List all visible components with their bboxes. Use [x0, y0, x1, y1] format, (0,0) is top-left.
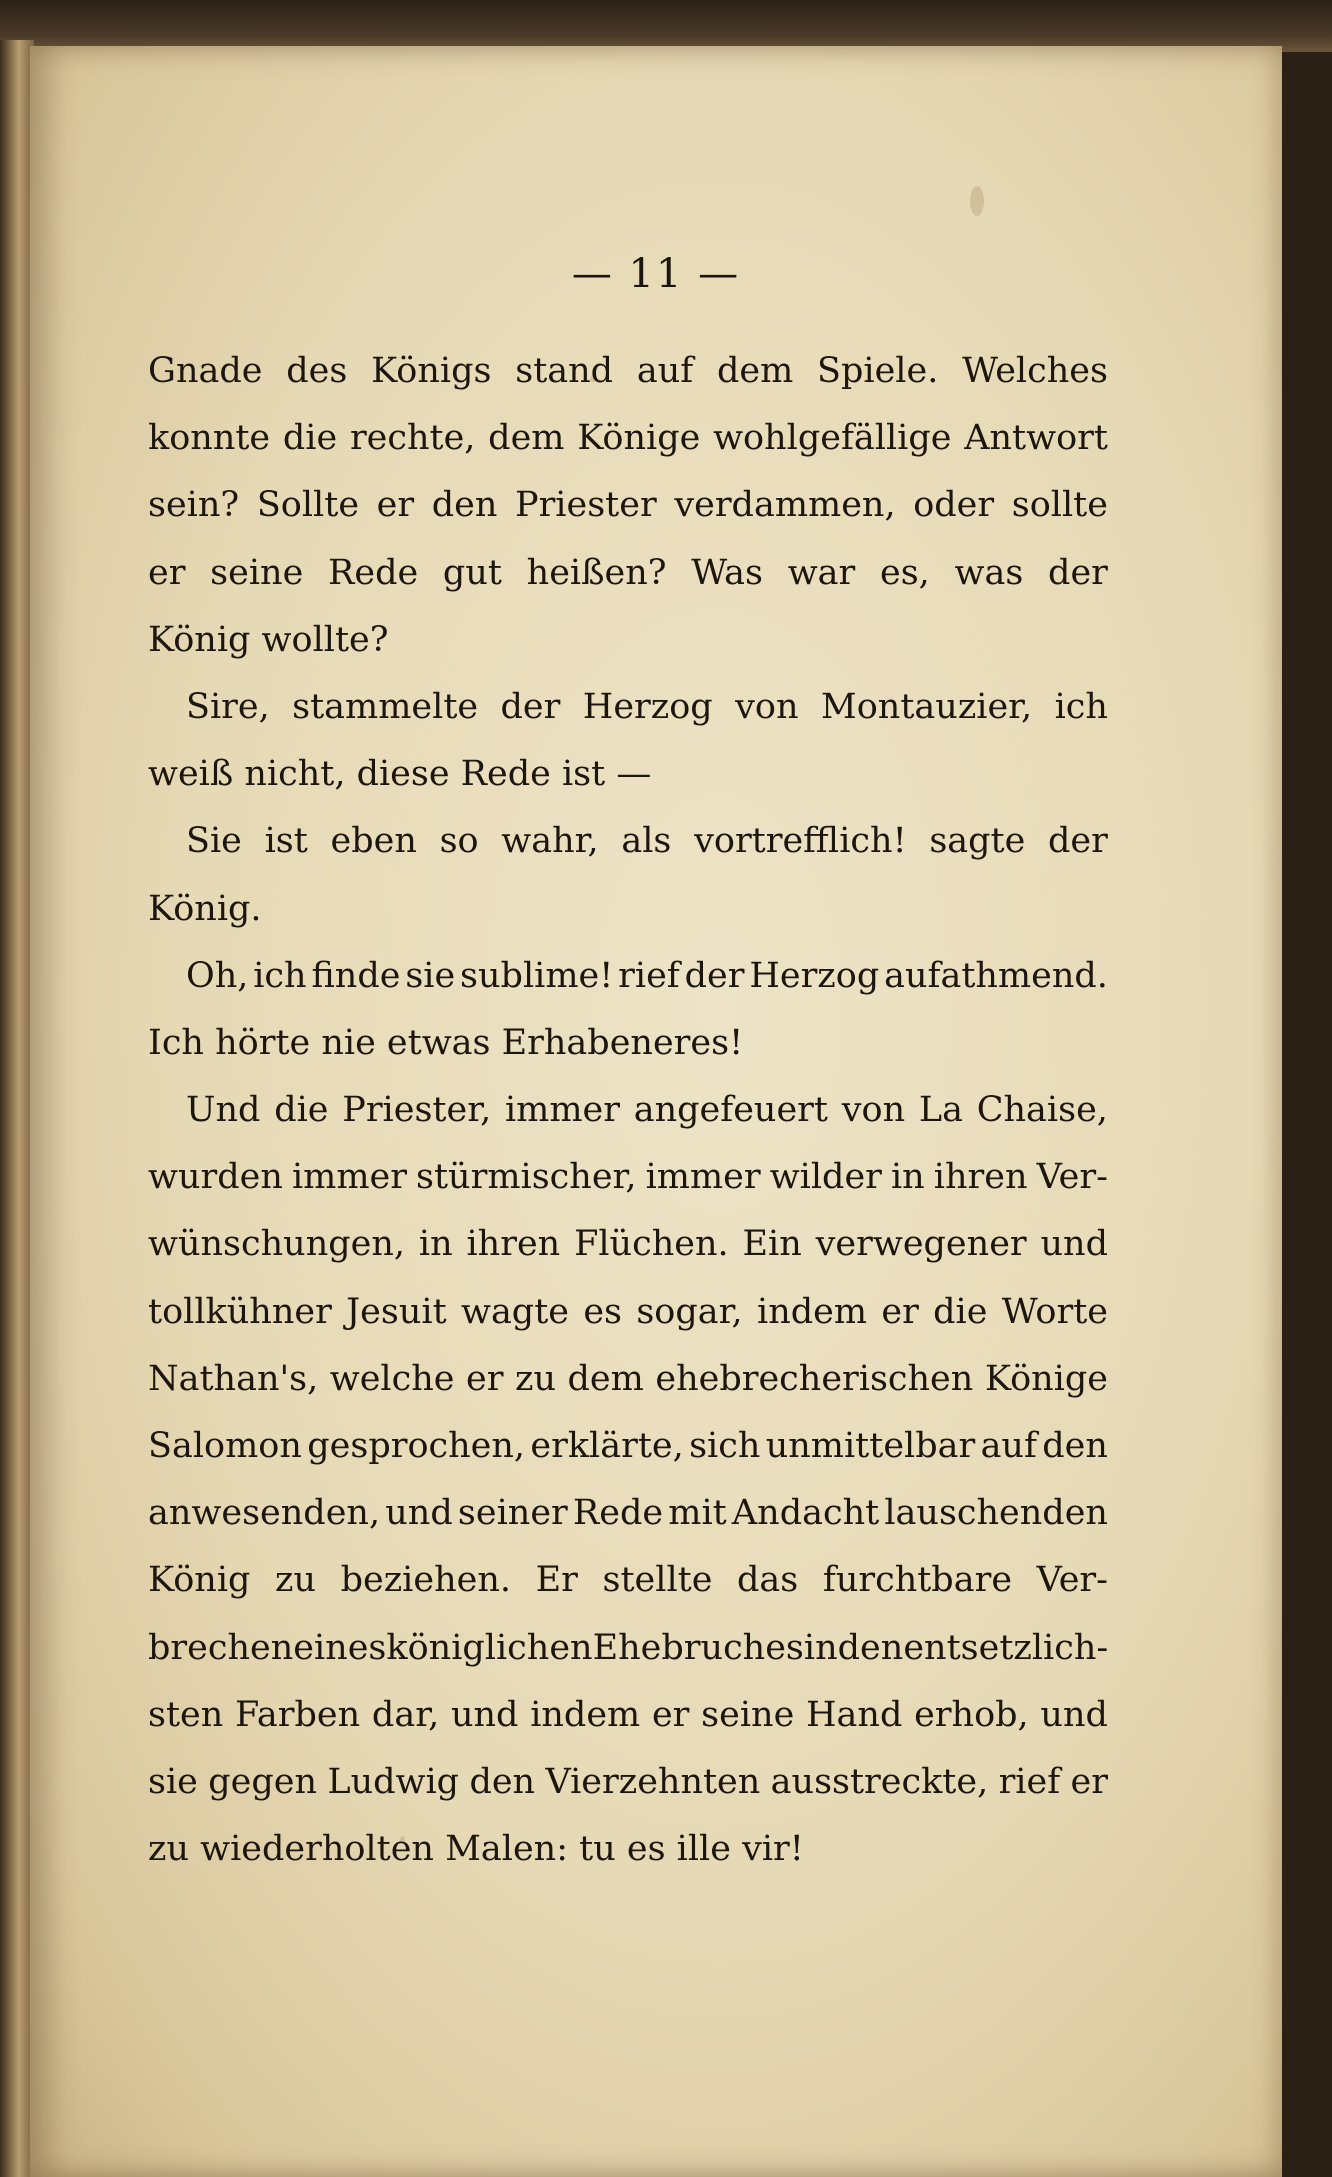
text-line	[148, 1749, 1108, 1816]
word: sie	[405, 955, 456, 996]
word: aufathmend.	[884, 955, 1108, 996]
word: furchtbare	[822, 1560, 1013, 1601]
word: sein?	[148, 485, 240, 526]
word: der	[1048, 821, 1108, 862]
word: angefeuert	[633, 1090, 828, 1131]
word: rechte,	[349, 418, 476, 459]
text-line: König.	[148, 888, 262, 929]
word: den	[469, 1761, 536, 1802]
word: seine	[210, 552, 304, 593]
text-line	[148, 540, 1108, 607]
word: sagte	[929, 821, 1026, 862]
text-line	[148, 1346, 1108, 1413]
word: Antwort	[964, 418, 1108, 459]
word: seiner	[457, 1493, 568, 1534]
text-line	[148, 1211, 1108, 1278]
word: und	[1040, 1694, 1108, 1735]
word: des	[286, 351, 348, 391]
word: die	[933, 1291, 988, 1332]
word: Montauzier,	[820, 686, 1033, 727]
word: indem	[530, 1694, 641, 1735]
word: immer	[291, 1157, 407, 1198]
text-line	[148, 472, 1108, 539]
word: Hand	[806, 1694, 903, 1735]
word: gut	[442, 552, 502, 593]
word: von	[735, 686, 799, 727]
word: immer	[645, 1157, 761, 1198]
paper-stain	[970, 186, 984, 216]
word: wohlgefällige	[713, 418, 952, 459]
word: ausstreckte,	[770, 1761, 989, 1802]
word: verdammen,	[674, 485, 896, 526]
text-line	[148, 1480, 1108, 1547]
word: seine	[701, 1694, 795, 1735]
word: die	[282, 418, 338, 459]
word: Andacht	[731, 1493, 880, 1534]
text-line	[148, 943, 1108, 1010]
text-line	[148, 674, 1108, 741]
word: es,	[880, 552, 930, 593]
word: entsetzlich-	[903, 1627, 1109, 1668]
text-line: Ich hörte nie etwas Erhabeneres!	[148, 1022, 744, 1063]
text-line	[148, 1547, 1108, 1614]
word: La	[918, 1090, 963, 1131]
word: ihren	[933, 1157, 1028, 1198]
word: Worte	[1001, 1291, 1108, 1332]
word: Ver-	[1036, 1560, 1108, 1601]
word: rief	[618, 955, 680, 996]
word: indem	[757, 1291, 868, 1332]
word: königlichen	[386, 1627, 593, 1668]
word: stand	[515, 351, 614, 391]
word: den	[837, 1627, 904, 1668]
word: dar,	[371, 1694, 440, 1735]
word: Vierzehnten	[545, 1761, 761, 1802]
word: als	[621, 821, 672, 862]
text-line	[148, 808, 1108, 875]
word: Rede	[572, 1493, 664, 1534]
word: sogar,	[636, 1291, 743, 1332]
word: ist	[264, 821, 308, 862]
word: immer	[504, 1090, 620, 1131]
word: der	[1048, 552, 1108, 593]
word: mit	[668, 1493, 727, 1534]
word: Priester	[515, 485, 657, 526]
word: eines	[293, 1627, 387, 1668]
word: Herzog	[749, 955, 880, 996]
word: den	[1042, 1426, 1108, 1466]
word: König	[148, 1560, 251, 1601]
word: gegen	[208, 1761, 317, 1802]
text-line: zu wiederholten Malen: tu es ille vir!	[148, 1829, 804, 1870]
text-line	[148, 1682, 1108, 1749]
word: in	[890, 1157, 925, 1198]
word: heißen?	[526, 552, 667, 593]
word: konnte	[148, 418, 271, 459]
word: gesprochen,	[307, 1426, 526, 1466]
word: Oh,	[186, 955, 249, 996]
word: auf	[980, 1426, 1037, 1466]
word: er	[651, 1694, 690, 1735]
word: Sie	[186, 821, 242, 862]
word: zu	[515, 1358, 556, 1399]
word: die	[274, 1090, 329, 1131]
word: erhob,	[914, 1694, 1029, 1735]
word: so	[439, 821, 479, 862]
text-line	[148, 1615, 1108, 1682]
word: und	[450, 1694, 519, 1735]
word: welche	[329, 1358, 455, 1399]
word: Flüchen.	[574, 1224, 729, 1265]
word: Sire,	[186, 686, 270, 727]
word: Gnade	[148, 351, 263, 391]
word: sie	[148, 1761, 198, 1802]
word: vortrefflich!	[694, 821, 907, 862]
word: stellte	[602, 1560, 713, 1601]
word: finde	[311, 955, 401, 996]
word: und	[385, 1493, 453, 1534]
word: beziehen.	[340, 1560, 512, 1601]
word: stammelte	[292, 686, 479, 727]
word: Chaise,	[976, 1090, 1108, 1131]
word: Könige	[577, 418, 701, 459]
word: Spiele.	[817, 351, 939, 391]
word: Welches	[962, 351, 1108, 391]
page-paper	[30, 46, 1282, 2177]
word: was	[954, 552, 1024, 593]
word: tollkühner	[148, 1291, 332, 1332]
body-text	[148, 338, 1108, 1883]
word: Herzog	[582, 686, 713, 727]
word: eben	[330, 821, 417, 862]
word: anwesenden,	[148, 1493, 381, 1534]
word: und	[1040, 1224, 1108, 1265]
word: wurden	[148, 1157, 283, 1198]
word: Könige	[984, 1358, 1108, 1399]
text-line: König wollte?	[148, 619, 389, 660]
word: dem	[488, 418, 565, 459]
word: zu	[275, 1560, 317, 1601]
text-line	[148, 1413, 1108, 1480]
word: sich	[689, 1426, 761, 1466]
word: er	[466, 1358, 504, 1399]
word: wünschungen,	[148, 1224, 406, 1265]
text-line	[148, 1144, 1108, 1211]
word: in	[803, 1627, 838, 1668]
word: in	[418, 1224, 453, 1265]
text-line	[148, 1279, 1108, 1346]
word: den	[431, 485, 498, 526]
page-number: — 11 —	[571, 251, 741, 297]
word: auf	[636, 351, 694, 391]
text-line	[148, 338, 1108, 405]
word: von	[841, 1090, 906, 1131]
word: Nathan's,	[148, 1358, 319, 1399]
word: Ludwig	[327, 1761, 460, 1802]
word: verwegener	[815, 1224, 1027, 1265]
word: Ein	[742, 1224, 802, 1265]
word: Farben	[235, 1694, 361, 1735]
word: er	[376, 485, 415, 526]
word: Salomon	[148, 1426, 302, 1466]
word: wahr,	[501, 821, 599, 862]
word: rief	[998, 1761, 1061, 1802]
word: Ehebruches	[592, 1627, 804, 1668]
word: er	[1070, 1761, 1108, 1802]
word: ehebrecherischen	[655, 1358, 974, 1399]
word: Priester,	[342, 1090, 492, 1131]
word: dem	[716, 351, 794, 391]
word: Jesuit	[346, 1291, 447, 1332]
word: unmittelbar	[765, 1426, 976, 1466]
word: das	[737, 1560, 799, 1601]
word: Er	[535, 1560, 578, 1601]
word: der	[684, 955, 745, 996]
word: ich	[253, 955, 307, 996]
word: Ver-	[1036, 1157, 1108, 1198]
word: war	[787, 552, 856, 593]
word: wagte	[460, 1291, 569, 1332]
word: sublime!	[460, 955, 614, 996]
word: Und	[186, 1090, 261, 1131]
word: Was	[691, 552, 763, 593]
word: dem	[567, 1358, 644, 1399]
word: ihren	[466, 1224, 561, 1265]
word: lauschenden	[884, 1493, 1108, 1534]
word: es	[583, 1291, 623, 1332]
word: brechen	[148, 1627, 294, 1668]
word: sten	[148, 1694, 224, 1735]
text-line	[148, 1077, 1108, 1144]
word: er	[881, 1291, 919, 1332]
word: wilder	[769, 1157, 882, 1198]
word: erklärte,	[530, 1426, 684, 1466]
word: der	[500, 686, 561, 727]
book-top-edge	[0, 0, 1332, 52]
word: Rede	[328, 552, 419, 593]
text-line: weiß nicht, diese Rede ist —	[148, 754, 652, 795]
word: ich	[1054, 686, 1108, 727]
word: er	[148, 552, 186, 593]
word: Königs	[371, 351, 492, 391]
word: oder	[913, 485, 995, 526]
word: Sollte	[256, 485, 360, 526]
book-spine-edge	[0, 40, 34, 2177]
text-line	[148, 405, 1108, 472]
word: stürmischer,	[416, 1157, 637, 1198]
word: sollte	[1011, 485, 1108, 526]
